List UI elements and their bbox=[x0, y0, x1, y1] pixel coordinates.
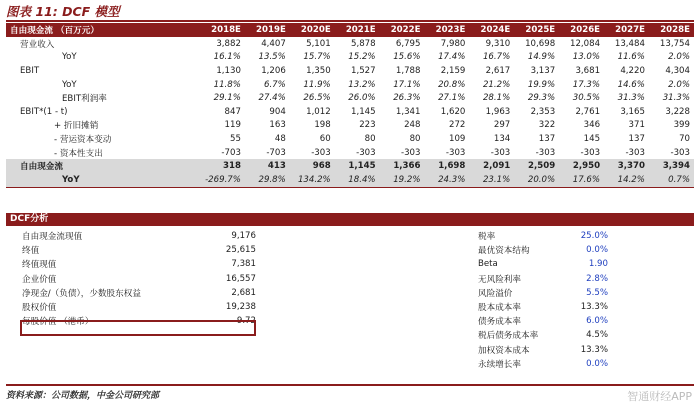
assumption-label: 税率 bbox=[478, 232, 496, 243]
table-body bbox=[6, 37, 694, 187]
dcf-valuation-table bbox=[22, 229, 256, 328]
valuation-row bbox=[22, 272, 256, 286]
table-cell: -303 bbox=[670, 147, 690, 158]
table-cell: 1,145 bbox=[335, 159, 380, 173]
valuation-row bbox=[22, 300, 256, 314]
figure-title: 图表 11: DCF 模型 bbox=[6, 4, 120, 19]
valuation-value: 9,176 bbox=[231, 231, 256, 242]
table-cell: -303 bbox=[356, 147, 376, 158]
table-cell: 29.1% bbox=[213, 93, 241, 104]
table-header-row bbox=[6, 23, 694, 37]
assumption-row bbox=[478, 343, 608, 357]
table-cell: 1,130 bbox=[216, 65, 241, 76]
table-cell: 137 bbox=[628, 133, 645, 144]
table-cell: 413 bbox=[245, 159, 290, 173]
table-cell: 1,350 bbox=[306, 65, 331, 76]
table-cell: 23.1% bbox=[469, 173, 514, 187]
valuation-row bbox=[22, 229, 256, 243]
table-cell: 223 bbox=[359, 120, 376, 131]
table-cell: -703 bbox=[221, 147, 241, 158]
row-label: EBIT bbox=[20, 65, 40, 76]
valuation-label: 自由现金流现值 bbox=[22, 232, 83, 243]
table-cell: 16.1% bbox=[213, 52, 241, 63]
table-cell: 26.5% bbox=[303, 93, 331, 104]
table-cell: 4,407 bbox=[261, 38, 286, 49]
assumption-label: 风险溢价 bbox=[478, 288, 513, 299]
table-cell: 28.1% bbox=[482, 93, 511, 104]
assumption-row bbox=[478, 272, 608, 286]
table-cell: 2,159 bbox=[440, 65, 466, 76]
row-label: 自由现金流 bbox=[6, 159, 200, 173]
table-cell: 15.2% bbox=[348, 52, 376, 63]
table-cell: 18.4% bbox=[335, 173, 380, 187]
table-cell: 13.2% bbox=[348, 79, 376, 90]
table-row bbox=[6, 119, 694, 133]
table-cell: 31.3% bbox=[662, 93, 690, 104]
table-cell: 6.7% bbox=[263, 79, 286, 90]
table-cell: 31.3% bbox=[617, 93, 645, 104]
table-cell: 2,509 bbox=[514, 159, 559, 173]
row-label: + 折旧摊销 bbox=[54, 121, 99, 132]
table-cell: 80 bbox=[409, 133, 421, 144]
table-cell: 2,353 bbox=[530, 106, 556, 117]
year-header: 2024E bbox=[469, 23, 514, 37]
valuation-label: 每股价值 （港币） bbox=[22, 317, 94, 328]
table-row bbox=[6, 64, 694, 78]
assumption-label: 加权资本成本 bbox=[478, 345, 530, 356]
table-cell: 119 bbox=[224, 120, 241, 131]
table-cell: 4,220 bbox=[620, 65, 645, 76]
table-cell: 5,878 bbox=[351, 38, 376, 49]
valuation-label: 终值现值 bbox=[22, 260, 57, 271]
table-cell: 7,980 bbox=[440, 38, 466, 49]
assumption-value: 0.0% bbox=[586, 245, 608, 256]
source-note: 资料来源：公司数据，中金公司研究部 bbox=[6, 391, 160, 401]
table-cell: 14.2% bbox=[604, 173, 649, 187]
valuation-value: 2,681 bbox=[231, 287, 256, 298]
valuation-label: 企业价值 bbox=[22, 274, 57, 285]
table-cell: 318 bbox=[200, 159, 245, 173]
table-cell: 371 bbox=[628, 120, 645, 131]
table-cell: 11.9% bbox=[303, 79, 331, 90]
year-header: 2020E bbox=[290, 23, 335, 37]
table-cell: -303 bbox=[311, 147, 331, 158]
table-row bbox=[6, 91, 694, 105]
table-cell: 1,698 bbox=[425, 159, 470, 173]
assumption-value: 4.5% bbox=[586, 330, 608, 341]
table-cell: 1,012 bbox=[306, 106, 331, 117]
year-header: 2018E bbox=[200, 23, 245, 37]
table-cell: 137 bbox=[538, 133, 556, 144]
valuation-label: 股权价值 bbox=[22, 303, 57, 314]
table-cell: 16.7% bbox=[482, 52, 511, 63]
table-cell: -269.7% bbox=[200, 173, 245, 187]
table-cell: 13,484 bbox=[614, 38, 645, 49]
table-row bbox=[6, 37, 694, 51]
table-cell: 15.7% bbox=[303, 52, 331, 63]
table-cell: 109 bbox=[448, 133, 466, 144]
table-cell: 17.1% bbox=[393, 79, 421, 90]
table-cell: 134 bbox=[493, 133, 511, 144]
dcf-analysis-header: DCF分析 bbox=[6, 213, 694, 226]
table-cell: 248 bbox=[404, 120, 421, 131]
assumption-row bbox=[478, 243, 608, 257]
row-label: - 资本性支出 bbox=[54, 148, 103, 159]
dcf-assumptions-table bbox=[478, 229, 608, 371]
assumption-value: 6.0% bbox=[586, 316, 608, 327]
table-cell: -303 bbox=[400, 147, 421, 158]
table-cell: 847 bbox=[224, 106, 241, 117]
assumption-label: 股本成本率 bbox=[478, 303, 521, 314]
table-cell: 2.0% bbox=[668, 79, 690, 90]
table-cell: 9,310 bbox=[485, 38, 511, 49]
header-label: 自由现金流 （百万元） bbox=[6, 23, 200, 37]
table-cell: 70 bbox=[679, 133, 690, 144]
valuation-row bbox=[22, 286, 256, 300]
table-cell: 399 bbox=[673, 120, 690, 131]
valuation-row bbox=[22, 257, 256, 271]
assumption-label: Beta bbox=[478, 259, 498, 270]
table-cell: 1,341 bbox=[395, 106, 421, 117]
table-cell: 145 bbox=[583, 133, 601, 144]
valuation-value: 7,381 bbox=[231, 259, 256, 270]
assumption-label: 最优资本结构 bbox=[478, 246, 530, 257]
table-cell: 322 bbox=[538, 120, 556, 131]
title-rule bbox=[6, 20, 694, 22]
row-label: YoY bbox=[6, 173, 200, 187]
assumption-value: 25.0% bbox=[580, 231, 608, 242]
table-cell: 20.0% bbox=[514, 173, 559, 187]
table-cell: 1,963 bbox=[485, 106, 511, 117]
table-cell: 1,366 bbox=[380, 159, 425, 173]
table-cell: 14.6% bbox=[617, 79, 645, 90]
table-cell: 13,754 bbox=[659, 38, 690, 49]
row-label: 营业收入 bbox=[20, 39, 55, 50]
year-header: 2022E bbox=[380, 23, 425, 37]
assumption-row bbox=[478, 328, 608, 342]
fcf-row bbox=[6, 159, 694, 173]
table-cell: 21.2% bbox=[482, 79, 511, 90]
assumption-value: 13.3% bbox=[580, 344, 608, 355]
table-cell: 3,165 bbox=[620, 106, 645, 117]
table-cell: 55 bbox=[230, 133, 241, 144]
table-cell: 968 bbox=[290, 159, 335, 173]
table-cell: 11.8% bbox=[213, 79, 241, 90]
assumption-row bbox=[478, 257, 608, 271]
table-cell: 2,617 bbox=[485, 65, 511, 76]
table-cell: 12,084 bbox=[569, 38, 601, 49]
table-cell: 27.4% bbox=[258, 93, 286, 104]
table-cell: -703 bbox=[266, 147, 286, 158]
table-row bbox=[6, 146, 694, 160]
table-cell: 1,620 bbox=[440, 106, 466, 117]
table-cell: -303 bbox=[535, 147, 556, 158]
table-cell: 2,761 bbox=[575, 106, 601, 117]
table-cell: 904 bbox=[269, 106, 286, 117]
year-header: 2026E bbox=[559, 23, 604, 37]
table-cell: 26.3% bbox=[393, 93, 421, 104]
fcf-yoy-row bbox=[6, 173, 694, 187]
table-cell: 60 bbox=[319, 133, 331, 144]
table-cell: 3,681 bbox=[575, 65, 601, 76]
table-cell: 17.4% bbox=[438, 52, 466, 63]
table-cell: 3,137 bbox=[530, 65, 556, 76]
table-cell: 15.6% bbox=[393, 52, 421, 63]
table-cell: -303 bbox=[445, 147, 466, 158]
per-share-value-highlight bbox=[20, 320, 256, 336]
assumption-value: 1.90 bbox=[588, 259, 608, 270]
valuation-row bbox=[22, 243, 256, 257]
table-cell: 11.6% bbox=[617, 52, 645, 63]
table-cell: 198 bbox=[314, 120, 331, 131]
assumption-value: 0.0% bbox=[586, 358, 608, 369]
table-row bbox=[6, 105, 694, 119]
table-row bbox=[6, 132, 694, 146]
year-header: 2028E bbox=[649, 23, 694, 37]
row-label: YoY bbox=[62, 52, 77, 63]
table-cell: 19.2% bbox=[380, 173, 425, 187]
table-cell: 29.8% bbox=[245, 173, 290, 187]
assumption-row bbox=[478, 357, 608, 371]
year-header: 2023E bbox=[425, 23, 470, 37]
table-cell: 13.5% bbox=[258, 52, 286, 63]
table-cell: 3,370 bbox=[604, 159, 649, 173]
valuation-value: 16,557 bbox=[225, 273, 256, 284]
table-row bbox=[6, 78, 694, 92]
table-cell: -303 bbox=[625, 147, 645, 158]
table-cell: 0.7% bbox=[649, 173, 694, 187]
table-cell: 5,101 bbox=[306, 38, 331, 49]
table-cell: 134.2% bbox=[290, 173, 335, 187]
table-cell: 1,206 bbox=[261, 65, 286, 76]
assumption-row bbox=[478, 314, 608, 328]
table-cell: 3,228 bbox=[665, 106, 690, 117]
year-header: 2021E bbox=[335, 23, 380, 37]
assumption-label: 债务成本率 bbox=[478, 317, 521, 328]
table-cell: 272 bbox=[448, 120, 466, 131]
table-cell: -303 bbox=[580, 147, 601, 158]
assumption-row bbox=[478, 229, 608, 243]
table-row bbox=[6, 51, 694, 65]
table-cell: 13.0% bbox=[572, 52, 601, 63]
table-cell: 26.0% bbox=[348, 93, 376, 104]
table-cell: 346 bbox=[583, 120, 601, 131]
row-label: YoY bbox=[62, 79, 77, 90]
assumption-label: 税后债务成本率 bbox=[478, 331, 539, 342]
assumption-row bbox=[478, 300, 608, 314]
table-cell: 17.6% bbox=[559, 173, 604, 187]
year-header: 2019E bbox=[245, 23, 290, 37]
year-header: 2027E bbox=[604, 23, 649, 37]
row-label: EBIT*(1 - t) bbox=[20, 106, 68, 117]
valuation-value: 19,238 bbox=[225, 302, 256, 313]
assumption-value: 2.8% bbox=[586, 273, 608, 284]
row-label: - 营运资本变动 bbox=[54, 134, 112, 145]
table-cell: 80 bbox=[364, 133, 376, 144]
table-cell: 2,950 bbox=[559, 159, 604, 173]
table-cell: 1,527 bbox=[351, 65, 376, 76]
table-cell: 19.9% bbox=[527, 79, 556, 90]
table-cell: 27.1% bbox=[438, 93, 466, 104]
table-cell: -303 bbox=[490, 147, 511, 158]
table-cell: 14.9% bbox=[527, 52, 556, 63]
table-cell: 2.0% bbox=[668, 52, 690, 63]
valuation-value: 9.72 bbox=[236, 316, 256, 327]
table-cell: 1,788 bbox=[395, 65, 421, 76]
valuation-value: 25,615 bbox=[225, 245, 256, 256]
table-cell: 30.5% bbox=[572, 93, 601, 104]
valuation-label: 净现金/（负债），少数股东权益 bbox=[22, 288, 141, 299]
row-label: EBIT利润率 bbox=[62, 94, 107, 105]
bottom-rule bbox=[6, 384, 694, 386]
watermark: 智通财经APP bbox=[627, 390, 692, 403]
assumption-value: 5.5% bbox=[586, 287, 608, 298]
table-cell: 163 bbox=[269, 120, 286, 131]
table-cell: 2,091 bbox=[469, 159, 514, 173]
dcf-forecast-table bbox=[6, 23, 694, 188]
table-cell: 6,795 bbox=[395, 38, 421, 49]
table-cell: 48 bbox=[274, 133, 286, 144]
table-cell: 297 bbox=[493, 120, 511, 131]
year-header: 2025E bbox=[514, 23, 559, 37]
assumption-label: 永续增长率 bbox=[478, 359, 521, 370]
table-cell: 3,394 bbox=[649, 159, 694, 173]
table-cell: 3,882 bbox=[216, 38, 241, 49]
table-cell: 24.3% bbox=[425, 173, 470, 187]
table-cell: 1,145 bbox=[351, 106, 376, 117]
table-cell: 29.3% bbox=[527, 93, 556, 104]
table-cell: 20.8% bbox=[438, 79, 466, 90]
assumption-row bbox=[478, 286, 608, 300]
assumption-label: 无风险利率 bbox=[478, 274, 521, 285]
assumption-value: 13.3% bbox=[580, 302, 608, 313]
table-cell: 17.3% bbox=[572, 79, 601, 90]
valuation-label: 终值 bbox=[22, 246, 40, 257]
table-cell: 4,304 bbox=[665, 65, 690, 76]
table-cell: 10,698 bbox=[525, 38, 556, 49]
